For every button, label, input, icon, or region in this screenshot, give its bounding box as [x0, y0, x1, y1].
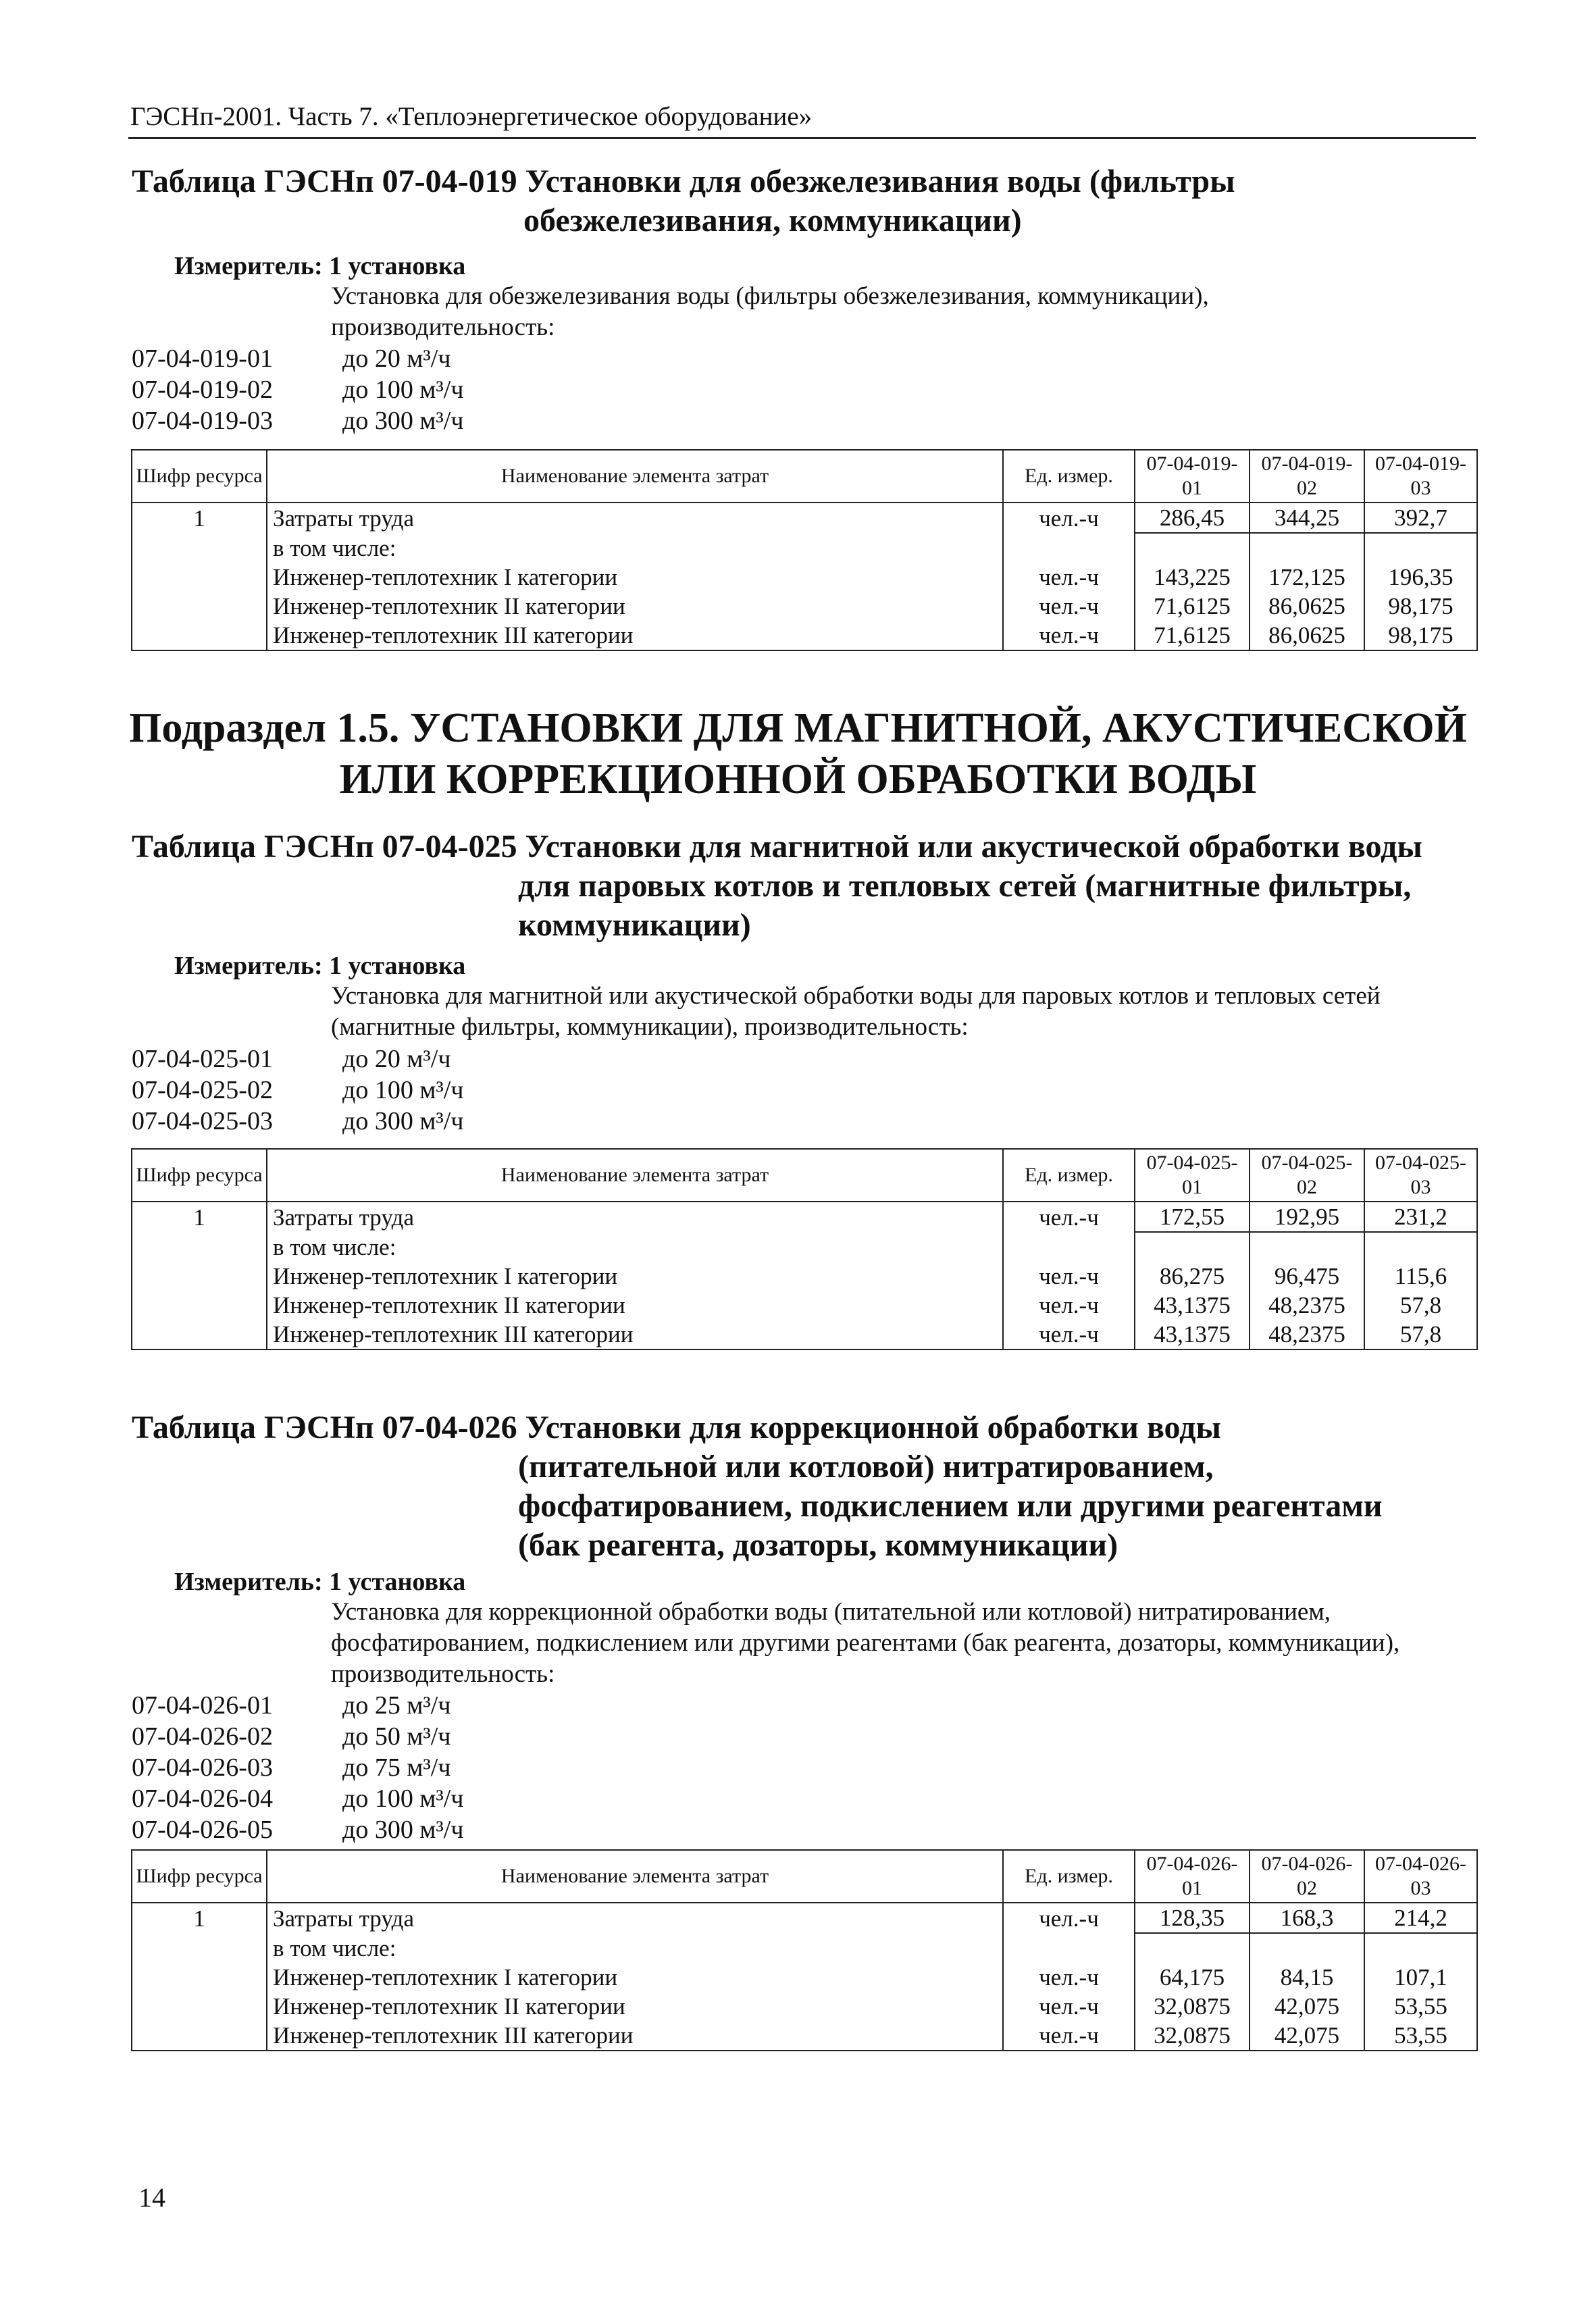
row-unit: чел.-ч	[1003, 1903, 1135, 1933]
row-label: Инженер-теплотехник II категории	[267, 592, 1003, 621]
table-row	[132, 1232, 1477, 1262]
row-label: Инженер-теплотехник I категории	[267, 1262, 1003, 1291]
variant-code: 07-04-026-03	[132, 1753, 273, 1782]
variant-code: 07-04-026-02	[132, 1722, 273, 1751]
row-label: Затраты труда	[267, 1903, 1003, 1933]
row-unit: чел.-ч	[1003, 503, 1135, 533]
variant-capacity: до 100 м³/ч	[342, 1784, 464, 1813]
value-cell: 64,175	[1135, 1963, 1250, 1992]
table-header-row	[132, 450, 1477, 503]
value-cell: 168,3	[1250, 1903, 1364, 1933]
row-label: Инженер-теплотехник III категории	[267, 621, 1003, 650]
table-019-description: Установка для обезжелезивания воды (фильтры обезжелезивания, коммуникации), производительность:	[331, 282, 1209, 341]
table-019-grid	[131, 449, 1478, 651]
table-019-title-line: Таблица ГЭСНп 07-04-019 Установки для обезжелезивания воды (фильтры	[132, 163, 1235, 199]
table-row	[132, 1291, 1477, 1320]
header-name: Наименование элемента затрат	[267, 1149, 1003, 1202]
variant-code: 07-04-025-03	[132, 1107, 273, 1135]
header-col-1: 07-04-019-01	[1135, 450, 1250, 503]
row-unit: чел.-ч	[1003, 1963, 1135, 1992]
table-026-variants	[132, 1690, 463, 1845]
table-025-title-cont: для паровых котлов и тепловых сетей (магнитные фильтры,	[518, 868, 1412, 904]
table-row	[132, 1202, 1477, 1232]
header-divider	[128, 137, 1476, 139]
table-row	[132, 1963, 1477, 1992]
subsection-title	[0, 702, 1596, 805]
table-row	[132, 621, 1477, 650]
header-code: Шифр ресурса	[132, 450, 267, 503]
header-name: Наименование элемента затрат	[267, 450, 1003, 503]
table-row	[132, 1933, 1477, 1963]
table-header-row	[132, 1149, 1477, 1202]
variant-row	[132, 1044, 463, 1075]
row-label: в том числе:	[267, 1232, 1003, 1262]
value-cell: 48,2375	[1250, 1291, 1364, 1320]
variant-capacity: до 300 м³/ч	[342, 1107, 464, 1135]
value-cell: 196,35	[1364, 563, 1477, 592]
value-cell: 286,45	[1135, 503, 1250, 533]
header-col-2: 07-04-026-02	[1250, 1850, 1364, 1903]
table-019-variants	[132, 343, 463, 436]
variant-row	[132, 405, 463, 436]
table-026-grid	[131, 1849, 1478, 2051]
value-cell: 192,95	[1250, 1202, 1364, 1232]
row-unit: чел.-ч	[1003, 1291, 1135, 1320]
row-label: Инженер-теплотехник I категории	[267, 563, 1003, 592]
table-019-meter: Измеритель: 1 установка	[174, 252, 466, 280]
table-026-title-cont: (питательной или котловой) нитратированием,	[518, 1449, 1214, 1485]
variant-code: 07-04-025-02	[132, 1076, 273, 1104]
table-row	[132, 1903, 1477, 1933]
variant-capacity: до 100 м³/ч	[342, 376, 464, 404]
header-col-1: 07-04-026-01	[1135, 1850, 1250, 1903]
row-label: Инженер-теплотехник I категории	[267, 1963, 1003, 1992]
table-row	[132, 2021, 1477, 2051]
value-cell: 172,125	[1250, 563, 1364, 592]
variant-row	[132, 374, 463, 405]
variant-capacity: до 25 м³/ч	[342, 1691, 451, 1720]
table-026-title-cont: (бак реагента, дозаторы, коммуникации)	[518, 1527, 1118, 1563]
value-cell: 143,225	[1135, 563, 1250, 592]
variant-row	[132, 1721, 463, 1752]
row-unit: чел.-ч	[1003, 1202, 1135, 1232]
row-label: Инженер-теплотехник III категории	[267, 1320, 1003, 1349]
table-026-meter: Измеритель: 1 установка	[174, 1568, 466, 1596]
variant-row	[132, 1752, 463, 1783]
value-cell: 42,075	[1250, 2021, 1364, 2051]
table-019-title-cont: обезжелезивания, коммуникации)	[523, 203, 1022, 238]
value-cell: 48,2375	[1250, 1320, 1364, 1349]
header-col-3: 07-04-026-03	[1364, 1850, 1477, 1903]
value-cell: 214,2	[1364, 1903, 1477, 1933]
header-col-2: 07-04-019-02	[1250, 450, 1364, 503]
row-label: в том числе:	[267, 533, 1003, 563]
resource-code: 1	[132, 1202, 267, 1232]
variant-capacity: до 20 м³/ч	[342, 344, 451, 373]
table-026-title	[132, 1408, 1383, 1565]
page-number: 14	[138, 2182, 165, 2213]
variant-code: 07-04-026-01	[132, 1691, 273, 1720]
table-026-title-cont: фосфатированием, подкислением или другими реагентами	[518, 1488, 1383, 1524]
variant-code: 07-04-026-04	[132, 1784, 273, 1813]
header-code: Шифр ресурса	[132, 1149, 267, 1202]
table-026-description: Установка для коррекционной обработки воды (питательной или котловой) нитратированием, фосфатированием, подкислением или другими реагентами (бак реагента, дозаторы, коммуникации), производительность:	[331, 1598, 1400, 1688]
row-label: Инженер-теплотехник II категории	[267, 1992, 1003, 2021]
value-cell: 128,35	[1135, 1903, 1250, 1933]
row-label: Инженер-теплотехник II категории	[267, 1291, 1003, 1320]
variant-row	[132, 1814, 463, 1845]
value-cell: 53,55	[1364, 1992, 1477, 2021]
value-cell: 86,0625	[1250, 621, 1364, 650]
variant-code: 07-04-019-03	[132, 407, 273, 435]
table-row	[132, 533, 1477, 563]
header-unit: Ед. измер.	[1003, 1149, 1135, 1202]
header-name: Наименование элемента затрат	[267, 1850, 1003, 1903]
row-unit: чел.-ч	[1003, 1262, 1135, 1291]
variant-capacity: до 75 м³/ч	[342, 1753, 451, 1782]
header-col-2: 07-04-025-02	[1250, 1149, 1364, 1202]
row-unit: чел.-ч	[1003, 621, 1135, 650]
table-025-title-line: Таблица ГЭСНп 07-04-025 Установки для магнитной или акустической обработки воды	[132, 829, 1422, 865]
table-025-grid	[131, 1148, 1478, 1350]
value-cell: 71,6125	[1135, 592, 1250, 621]
value-cell: 392,7	[1364, 503, 1477, 533]
value-cell: 71,6125	[1135, 621, 1250, 650]
table-row	[132, 563, 1477, 592]
value-cell: 107,1	[1364, 1963, 1477, 1992]
variant-code: 07-04-025-01	[132, 1045, 273, 1073]
table-row	[132, 1320, 1477, 1349]
table-025-title-cont: коммуникации)	[518, 907, 751, 943]
row-unit: чел.-ч	[1003, 2021, 1135, 2051]
value-cell: 96,475	[1250, 1262, 1364, 1291]
variant-capacity: до 100 м³/ч	[342, 1076, 464, 1104]
value-cell: 42,075	[1250, 1992, 1364, 2021]
variant-row	[132, 1075, 463, 1106]
table-row	[132, 503, 1477, 533]
subsection-title-line: ИЛИ КОРРЕКЦИОННОЙ ОБРАБОТКИ ВОДЫ	[339, 756, 1257, 802]
value-cell: 32,0875	[1135, 1992, 1250, 2021]
value-cell: 172,55	[1135, 1202, 1250, 1232]
table-025-variants	[132, 1044, 463, 1137]
variant-capacity: до 300 м³/ч	[342, 407, 464, 435]
value-cell: 84,15	[1250, 1963, 1364, 1992]
resource-code: 1	[132, 503, 267, 533]
table-row	[132, 1262, 1477, 1291]
subsection-title-line: Подраздел 1.5. УСТАНОВКИ ДЛЯ МАГНИТНОЙ, АКУСТИЧЕСКОЙ	[129, 705, 1467, 751]
table-row	[132, 592, 1477, 621]
value-cell: 32,0875	[1135, 2021, 1250, 2051]
value-cell: 43,1375	[1135, 1320, 1250, 1349]
value-cell: 344,25	[1250, 503, 1364, 533]
header-unit: Ед. измер.	[1003, 450, 1135, 503]
variant-row	[132, 1106, 463, 1137]
variant-capacity: до 300 м³/ч	[342, 1816, 464, 1844]
table-row	[132, 1992, 1477, 2021]
row-unit: чел.-ч	[1003, 592, 1135, 621]
table-025-meter: Измеритель: 1 установка	[174, 952, 466, 980]
value-cell: 231,2	[1364, 1202, 1477, 1232]
header-col-1: 07-04-025-01	[1135, 1149, 1250, 1202]
row-unit: чел.-ч	[1003, 1992, 1135, 2021]
running-header: ГЭСНп-2001. Часть 7. «Теплоэнергетическое оборудование»	[130, 102, 813, 131]
header-col-3: 07-04-025-03	[1364, 1149, 1477, 1202]
value-cell: 86,275	[1135, 1262, 1250, 1291]
variant-code: 07-04-026-05	[132, 1816, 273, 1844]
value-cell: 43,1375	[1135, 1291, 1250, 1320]
table-026-title-line: Таблица ГЭСНп 07-04-026 Установки для коррекционной обработки воды	[132, 1410, 1221, 1445]
variant-row	[132, 1690, 463, 1721]
value-cell: 98,175	[1364, 621, 1477, 650]
value-cell: 98,175	[1364, 592, 1477, 621]
header-col-3: 07-04-019-03	[1364, 450, 1477, 503]
variant-code: 07-04-019-02	[132, 376, 273, 404]
row-label: Затраты труда	[267, 503, 1003, 533]
row-label: в том числе:	[267, 1933, 1003, 1963]
variant-capacity: до 50 м³/ч	[342, 1722, 451, 1751]
row-label: Затраты труда	[267, 1202, 1003, 1232]
table-025-title	[132, 827, 1422, 945]
variant-row	[132, 343, 463, 374]
row-unit: чел.-ч	[1003, 1320, 1135, 1349]
value-cell: 57,8	[1364, 1320, 1477, 1349]
header-code: Шифр ресурса	[132, 1850, 267, 1903]
value-cell: 86,0625	[1250, 592, 1364, 621]
row-label: Инженер-теплотехник III категории	[267, 2021, 1003, 2051]
variant-code: 07-04-019-01	[132, 344, 273, 373]
header-unit: Ед. измер.	[1003, 1850, 1135, 1903]
table-header-row	[132, 1850, 1477, 1903]
variant-row	[132, 1783, 463, 1814]
value-cell: 53,55	[1364, 2021, 1477, 2051]
variant-capacity: до 20 м³/ч	[342, 1045, 451, 1073]
value-cell: 115,6	[1364, 1262, 1477, 1291]
value-cell: 57,8	[1364, 1291, 1477, 1320]
table-025-description: Установка для магнитной или акустической обработки воды для паровых котлов и тепловых сетей (магнитные фильтры, коммуникации), производительность:	[331, 982, 1381, 1041]
resource-code: 1	[132, 1903, 267, 1933]
table-019-title	[132, 162, 1235, 240]
row-unit: чел.-ч	[1003, 563, 1135, 592]
